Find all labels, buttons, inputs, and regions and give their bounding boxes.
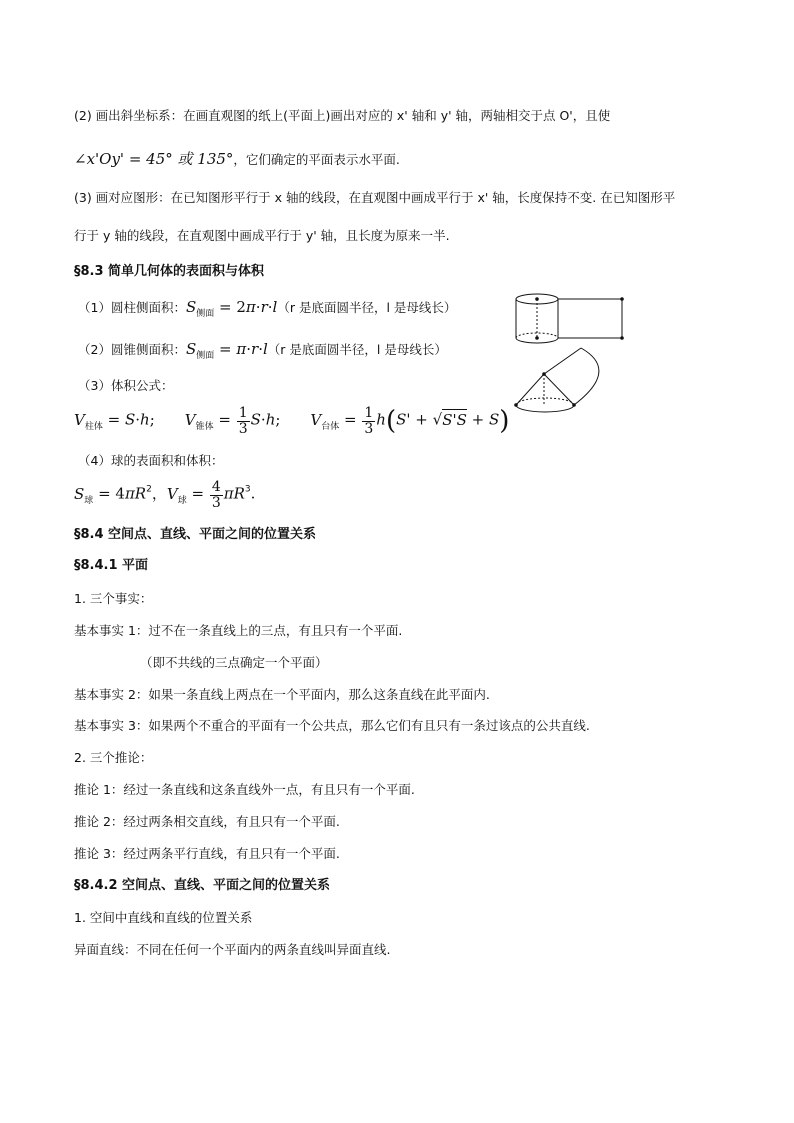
angle-tail: ，它们确定的平面表示水平面. — [233, 152, 400, 167]
cone-net-icon — [508, 340, 628, 420]
section-8-4-heading: §8.4 空间点、直线、平面之间的位置关系 — [74, 527, 317, 542]
fact-1: 基本事实 1：过不在一条直线上的三点，有且只有一个平面. — [74, 623, 403, 638]
section-8-4-2-heading: §8.4.2 空间点、直线、平面之间的位置关系 — [74, 878, 331, 893]
sphere-area-subscript: 球 — [84, 495, 94, 506]
inferences-title: 2. 三个推论： — [74, 750, 153, 765]
angle-formula: ∠x'Oy' = 45° 或 135° — [74, 150, 234, 168]
step3-line2: 行于 y 轴的线段，在直观图中画成平行于 y' 轴，且长度为原来一半. — [74, 228, 450, 243]
cone-label: （2）圆锥侧面积： — [78, 342, 186, 357]
cone-subscript: 侧面 — [196, 351, 215, 361]
fact-3: 基本事实 3：如果两个不重合的平面有一个公共点，那么它们有且只有一条过该点的公共直线. — [74, 718, 590, 733]
section-8-3-heading: §8.3 简单几何体的表面积与体积 — [74, 264, 265, 279]
volume-label: （3）体积公式： — [78, 378, 174, 393]
volume-formulas: $V_{柱体} = S\cdot h$; $V_{锥体}$ = $\frac{1}{3}$ S·h; $V_{台体}$ = $\frac{1}{3}$ h(S' + √S'S + S) — [74, 405, 510, 437]
inference-2: 推论 2：经过两条相交直线，有且只有一个平面. — [74, 814, 340, 829]
cylinder-subscript: 侧面 — [196, 309, 215, 319]
cylinder-label: （1）圆柱侧面积： — [78, 300, 186, 315]
angle-line — [74, 150, 400, 170]
inference-3: 推论 3：经过两条平行直线，有且只有一个平面. — [74, 846, 340, 861]
sphere-volume-subscript: 球 — [177, 495, 187, 506]
cylinder-lateral-area: （1）圆柱侧面积：$S_{侧面} = 2\pi\cdot r\cdot l(r$ 是底面圆半径，l 是母线长） — [78, 298, 457, 319]
skew-lines-definition: 异面直线：不同在任何一个平面内的两条直线叫异面直线. — [74, 942, 391, 957]
section-8-4-1-heading: §8.4.1 平面 — [74, 558, 149, 573]
frustum-subscript: 台体 — [321, 421, 340, 432]
cone-note: （r 是底面圆半径，l 是母线长） — [267, 342, 447, 357]
sphere-label: （4）球的表面积和体积： — [78, 453, 224, 468]
fact-2: 基本事实 2：如果一条直线上两点在一个平面内，那么这条直线在此平面内. — [74, 687, 490, 702]
step3-line1: (3) 画对应图形：在已知图形平行于 x 轴的线段，在直观图中画成平行于 x' 轴，长度保持不变. 在已知图形平 — [74, 190, 676, 205]
cylinder-note: （r 是底面圆半径，l 是母线长） — [277, 300, 457, 315]
cone-lateral-area: （2）圆锥侧面积：$S_{侧面} = \pi\cdot r\cdot l(r$ 是底面圆半径，l 是母线长） — [78, 340, 447, 361]
step2-text: (2) 画出斜坐标系：在画直观图的纸上(平面上)画出对应的 x' 轴和 y' 轴，两轴相交于点 O'，且使 — [74, 108, 611, 123]
fact-1-note: （即不共线的三点确定一个平面） — [140, 655, 328, 670]
line-line-relation-title: 1. 空间中直线和直线的位置关系 — [74, 910, 253, 925]
pyramid-subscript: 锥体 — [195, 421, 214, 432]
inference-1: 推论 1：经过一条直线和这条直线外一点，有且只有一个平面. — [74, 782, 415, 797]
sphere-formulas: $S_球 = 4\pi R^2$，$V_球$ = $\frac{4}{3}$ $\pi R^3$. — [74, 479, 256, 511]
facts-title: 1. 三个事实： — [74, 591, 153, 606]
column-subscript: 柱体 — [84, 421, 103, 432]
